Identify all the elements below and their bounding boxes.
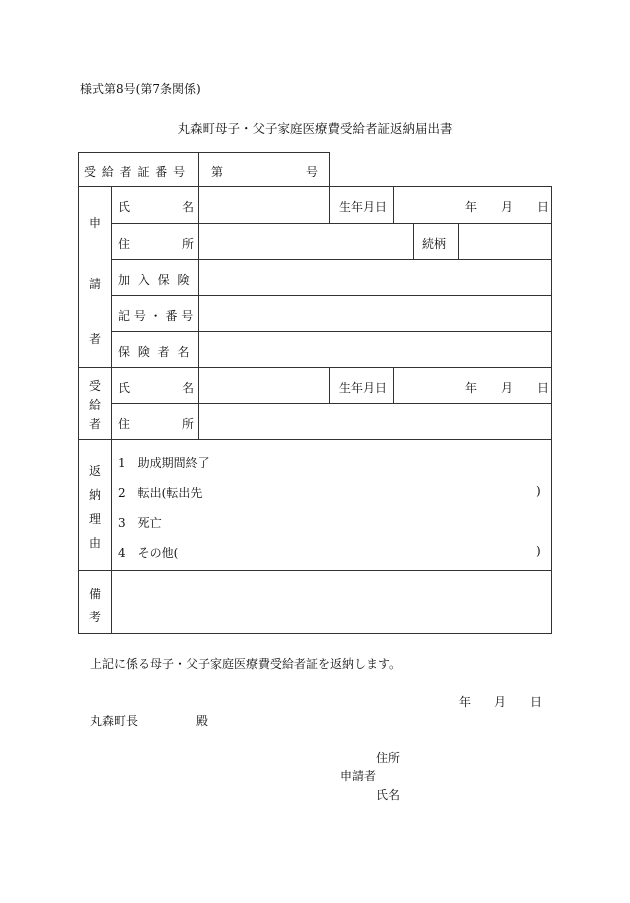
table-rule — [111, 295, 552, 296]
table-rule — [78, 186, 552, 187]
table-rule — [393, 186, 394, 223]
applicant-label: 申請者 — [340, 769, 377, 783]
applicant-address-label-a: 住 — [118, 237, 131, 251]
recipient-birthdate-label: 生年月日 — [339, 381, 388, 395]
cert-number-go: 号 — [306, 165, 319, 179]
reason-item: 1 助成期間終了 — [118, 456, 210, 470]
footer-month: 月 — [494, 695, 507, 709]
recipient-group-char: 者 — [88, 417, 101, 431]
recipient-address-label-b: 所 — [182, 417, 195, 431]
form-number: 様式第8号(第7条関係) — [80, 82, 201, 96]
return-reason-char: 由 — [88, 536, 101, 550]
recipient-birth-year: 年 — [465, 381, 478, 395]
remarks-char: 考 — [88, 610, 101, 624]
table-rule — [78, 152, 330, 153]
statement: 上記に係る母子・父子家庭医療費受給者証を返納します。 — [90, 657, 402, 671]
applicant-group-char: 申 — [88, 216, 101, 230]
recipient-birth-month: 月 — [501, 381, 514, 395]
address-label: 住所 — [376, 751, 401, 765]
reason-close-paren: ) — [536, 484, 541, 498]
return-reason-char: 理 — [88, 512, 101, 526]
return-reason-char: 返 — [88, 464, 101, 478]
remarks-char: 備 — [88, 587, 101, 601]
recipient-name-label-a: 氏 — [118, 381, 131, 395]
table-rule — [458, 223, 459, 260]
applicant-group-char: 者 — [88, 332, 101, 346]
recipient-birth-day: 日 — [537, 381, 550, 395]
applicant-address-label-b: 所 — [182, 237, 195, 251]
applicant-birth-year: 年 — [465, 200, 478, 214]
applicant-birthdate-label: 生年月日 — [339, 200, 388, 214]
applicant-name-label-a: 氏 — [118, 200, 131, 214]
application-table — [78, 152, 552, 634]
table-rule — [111, 186, 112, 634]
table-rule — [78, 570, 552, 571]
table-rule — [413, 223, 414, 260]
reason-item: 3 死亡 — [118, 516, 162, 530]
insurer-label: 保 険 者 名 — [118, 345, 192, 359]
table-rule — [329, 152, 330, 224]
table-rule — [111, 403, 552, 404]
name-label: 氏名 — [376, 788, 401, 802]
reason-item: 4 その他( — [118, 546, 179, 560]
applicant-birth-day: 日 — [537, 200, 550, 214]
addressee: 丸森町長 — [90, 714, 139, 728]
cert-number-dai: 第 — [211, 165, 224, 179]
reason-close-paren: ) — [536, 544, 541, 558]
recipient-address-label-a: 住 — [118, 417, 131, 431]
footer-year: 年 — [459, 695, 472, 709]
table-rule — [111, 223, 552, 224]
recipient-group-char: 受 — [88, 379, 101, 393]
return-reason-char: 納 — [88, 488, 101, 502]
table-rule — [78, 152, 79, 634]
table-rule — [551, 186, 552, 634]
insurance-label: 加 入 保 険 — [118, 273, 192, 287]
honorific: 殿 — [196, 714, 209, 728]
applicant-birth-month: 月 — [501, 200, 514, 214]
symbol-number-label: 記 号 ・ 番 号 — [118, 309, 194, 323]
table-rule — [78, 633, 552, 634]
document-title: 丸森町母子・父子家庭医療費受給者証返納届出書 — [177, 121, 453, 136]
table-rule — [111, 259, 552, 260]
footer-day: 日 — [530, 695, 543, 709]
table-rule — [111, 331, 552, 332]
cert-number-label: 受 給 者 証 番 号 — [84, 165, 187, 179]
applicant-group-char: 請 — [88, 277, 101, 291]
table-rule — [78, 439, 552, 440]
recipient-group-char: 給 — [88, 398, 101, 412]
table-rule — [329, 367, 330, 404]
reason-item: 2 転出(転出先 — [118, 486, 203, 500]
table-rule — [393, 367, 394, 404]
applicant-name-label-b: 名 — [182, 200, 195, 214]
relationship-label: 続柄 — [422, 237, 447, 251]
recipient-name-label-b: 名 — [182, 381, 195, 395]
table-rule — [78, 367, 552, 368]
table-rule — [198, 152, 199, 439]
